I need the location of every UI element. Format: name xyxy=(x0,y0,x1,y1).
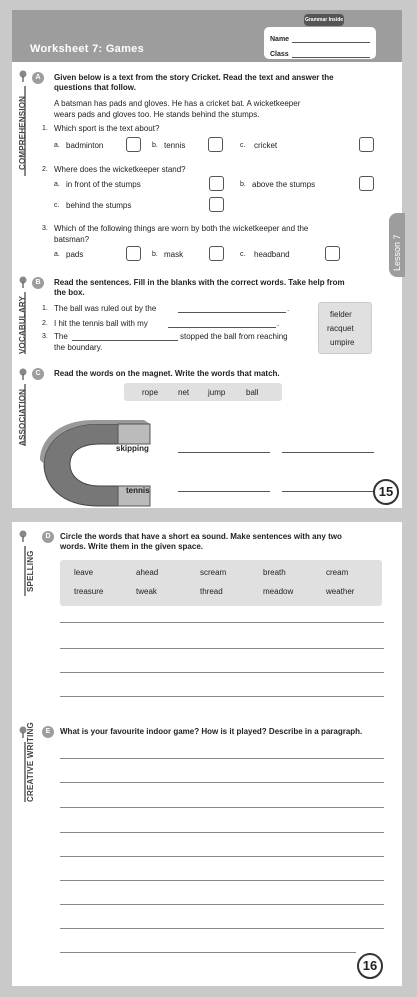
section-b-badge: B xyxy=(32,277,44,289)
blank-line[interactable] xyxy=(72,340,178,341)
section-a-badge: A xyxy=(32,72,44,84)
page-number: 15 xyxy=(373,479,399,505)
answer-line[interactable] xyxy=(178,452,270,453)
spelling-word[interactable]: meadow xyxy=(263,587,294,596)
question-3-text-line2: batsman? xyxy=(54,235,90,244)
sentence-3-number: 3. xyxy=(42,333,48,340)
option-text: cricket xyxy=(254,141,278,150)
lesson-tab: Lesson 7 xyxy=(389,213,405,277)
name-field[interactable] xyxy=(292,35,370,43)
writing-line[interactable] xyxy=(60,856,384,857)
worksheet-header xyxy=(12,10,402,62)
worksheet-title: Worksheet 7: Games xyxy=(30,43,145,55)
section-e-side-label: CREATIVE WRITING xyxy=(26,722,35,802)
option-letter: a. xyxy=(54,142,60,149)
section-d-instruction: Circle the words that have a short ea sound. Make sentences with any two xyxy=(60,532,342,541)
class-field[interactable] xyxy=(292,50,370,58)
pushpin-icon xyxy=(18,368,28,380)
answer-checkbox[interactable] xyxy=(209,197,224,212)
publisher-logo: Grammar Inside xyxy=(304,14,344,26)
writing-line[interactable] xyxy=(60,672,384,673)
spelling-word[interactable]: thread xyxy=(200,587,223,596)
sentence-end: . xyxy=(287,304,290,313)
option-text: pads xyxy=(66,250,84,259)
section-c-badge: C xyxy=(32,368,44,380)
spelling-word[interactable]: scream xyxy=(200,568,227,577)
section-c-instruction: Read the words on the magnet. Write the words that match. xyxy=(54,369,280,378)
name-label: Name xyxy=(270,36,290,43)
question-2-number: 2. xyxy=(42,166,48,173)
writing-line[interactable] xyxy=(60,807,384,808)
magnet-word: net xyxy=(178,388,190,397)
section-a-instruction: Given below is a text from the story Cricket. Read the text and answer the xyxy=(54,73,334,82)
writing-line[interactable] xyxy=(60,928,384,929)
writing-line[interactable] xyxy=(60,880,384,881)
spelling-word[interactable]: treasure xyxy=(74,587,104,596)
magnet-word: ball xyxy=(246,388,259,397)
answer-checkbox[interactable] xyxy=(325,246,340,261)
sentence-1-text: The ball was ruled out by the xyxy=(54,304,157,313)
section-d-badge: D xyxy=(42,531,54,543)
option-text: tennis xyxy=(164,141,186,150)
section-e-badge: E xyxy=(42,726,54,738)
magnet-word: jump xyxy=(208,388,226,397)
answer-line[interactable] xyxy=(178,491,270,492)
blank-line[interactable] xyxy=(178,312,286,313)
option-text: headband xyxy=(254,250,290,259)
sentence-3-line2: the boundary. xyxy=(54,343,103,352)
spelling-word[interactable]: ahead xyxy=(136,568,159,577)
writing-line[interactable] xyxy=(60,832,384,833)
section-b-instruction-line2: the box. xyxy=(54,288,85,297)
spelling-word[interactable]: cream xyxy=(326,568,349,577)
writing-line[interactable] xyxy=(60,758,384,759)
magnet-word: rope xyxy=(142,388,159,397)
blank-line[interactable] xyxy=(168,327,276,328)
writing-line[interactable] xyxy=(60,648,384,649)
option-text: in front of the stumps xyxy=(66,180,141,189)
option-letter: b. xyxy=(152,142,158,149)
section-d-instruction-line2: words. Write them in the given space. xyxy=(60,542,203,551)
option-text: above the stumps xyxy=(252,180,316,189)
pushpin-icon xyxy=(18,276,28,288)
pushpin-icon xyxy=(18,70,28,82)
answer-checkbox[interactable] xyxy=(359,176,374,191)
option-text: mask xyxy=(164,250,184,259)
answer-checkbox[interactable] xyxy=(126,246,141,261)
magnet-label-tennis: tennis xyxy=(126,486,150,495)
option-letter: b. xyxy=(152,251,158,258)
question-2-text: Where does the wicketkeeper stand? xyxy=(54,165,186,174)
writing-line[interactable] xyxy=(60,904,384,905)
passage-line-1: A batsman has pads and gloves. He has a cricket bat. A wicketkeeper xyxy=(54,99,301,108)
answer-checkbox[interactable] xyxy=(126,137,141,152)
spelling-word[interactable]: leave xyxy=(74,568,94,577)
magnet-label-skipping: skipping xyxy=(116,444,149,453)
answer-line[interactable] xyxy=(282,452,374,453)
question-3-text: Which of the following things are worn by both the wicketkeeper and the xyxy=(54,224,309,233)
option-letter: c. xyxy=(240,251,246,258)
writing-line[interactable] xyxy=(60,622,384,623)
spelling-word[interactable]: breath xyxy=(263,568,286,577)
option-letter: a. xyxy=(54,251,60,258)
worksheet-page-15 xyxy=(12,10,402,508)
sentence-end: . xyxy=(277,319,280,328)
help-word: fielder xyxy=(330,310,352,319)
section-a-side-label: COMPREHENSION xyxy=(18,95,27,170)
pushpin-icon xyxy=(18,530,28,542)
section-c-side-label: ASSOCIATION xyxy=(18,388,27,446)
horseshoe-magnet-image xyxy=(38,418,178,508)
answer-line[interactable] xyxy=(282,491,374,492)
question-1-text: Which sport is the text about? xyxy=(54,124,160,133)
spelling-word[interactable]: weather xyxy=(326,587,355,596)
section-b-instruction: Read the sentences. Fill in the blanks with the correct words. Take help from xyxy=(54,278,345,287)
sentence-2-number: 2. xyxy=(42,320,48,327)
sentence-3-continuation: stopped the ball from reaching xyxy=(180,332,288,341)
question-1-number: 1. xyxy=(42,125,48,132)
answer-checkbox[interactable] xyxy=(359,137,374,152)
option-letter: c. xyxy=(54,202,60,209)
option-text: behind the stumps xyxy=(66,201,132,210)
section-a-instruction-line2: questions that follow. xyxy=(54,83,136,92)
option-letter: a. xyxy=(54,181,60,188)
writing-line[interactable] xyxy=(60,782,384,783)
name-class-box xyxy=(264,27,376,59)
answer-checkbox[interactable] xyxy=(209,246,224,261)
question-3-number: 3. xyxy=(42,225,48,232)
option-letter: b. xyxy=(240,181,246,188)
class-label: Class xyxy=(270,51,289,58)
option-text: badminton xyxy=(66,141,104,150)
page-number: 16 xyxy=(357,953,383,979)
spelling-word[interactable]: tweak xyxy=(136,587,157,596)
sentence-1-number: 1. xyxy=(42,305,48,312)
section-d-side-label: SPELLING xyxy=(26,550,35,592)
answer-checkbox[interactable] xyxy=(209,176,224,191)
help-word: racquet xyxy=(327,324,354,333)
word-list-box xyxy=(60,560,382,606)
answer-checkbox[interactable] xyxy=(208,137,223,152)
help-word: umpire xyxy=(330,338,355,347)
writing-line[interactable] xyxy=(60,696,384,697)
worksheet-page-16 xyxy=(12,522,402,986)
sentence-2-text: I hit the tennis ball with my xyxy=(54,319,148,328)
option-letter: c. xyxy=(240,142,246,149)
section-e-instruction: What is your favourite indoor game? How is it played? Describe in a paragraph. xyxy=(60,727,363,736)
passage-line-2: wears pads and gloves too. He stands behind the stumps. xyxy=(54,110,260,119)
writing-line[interactable] xyxy=(60,952,356,953)
section-b-side-label: VOCABULARY xyxy=(18,295,27,354)
sentence-3-text: The xyxy=(54,332,68,341)
